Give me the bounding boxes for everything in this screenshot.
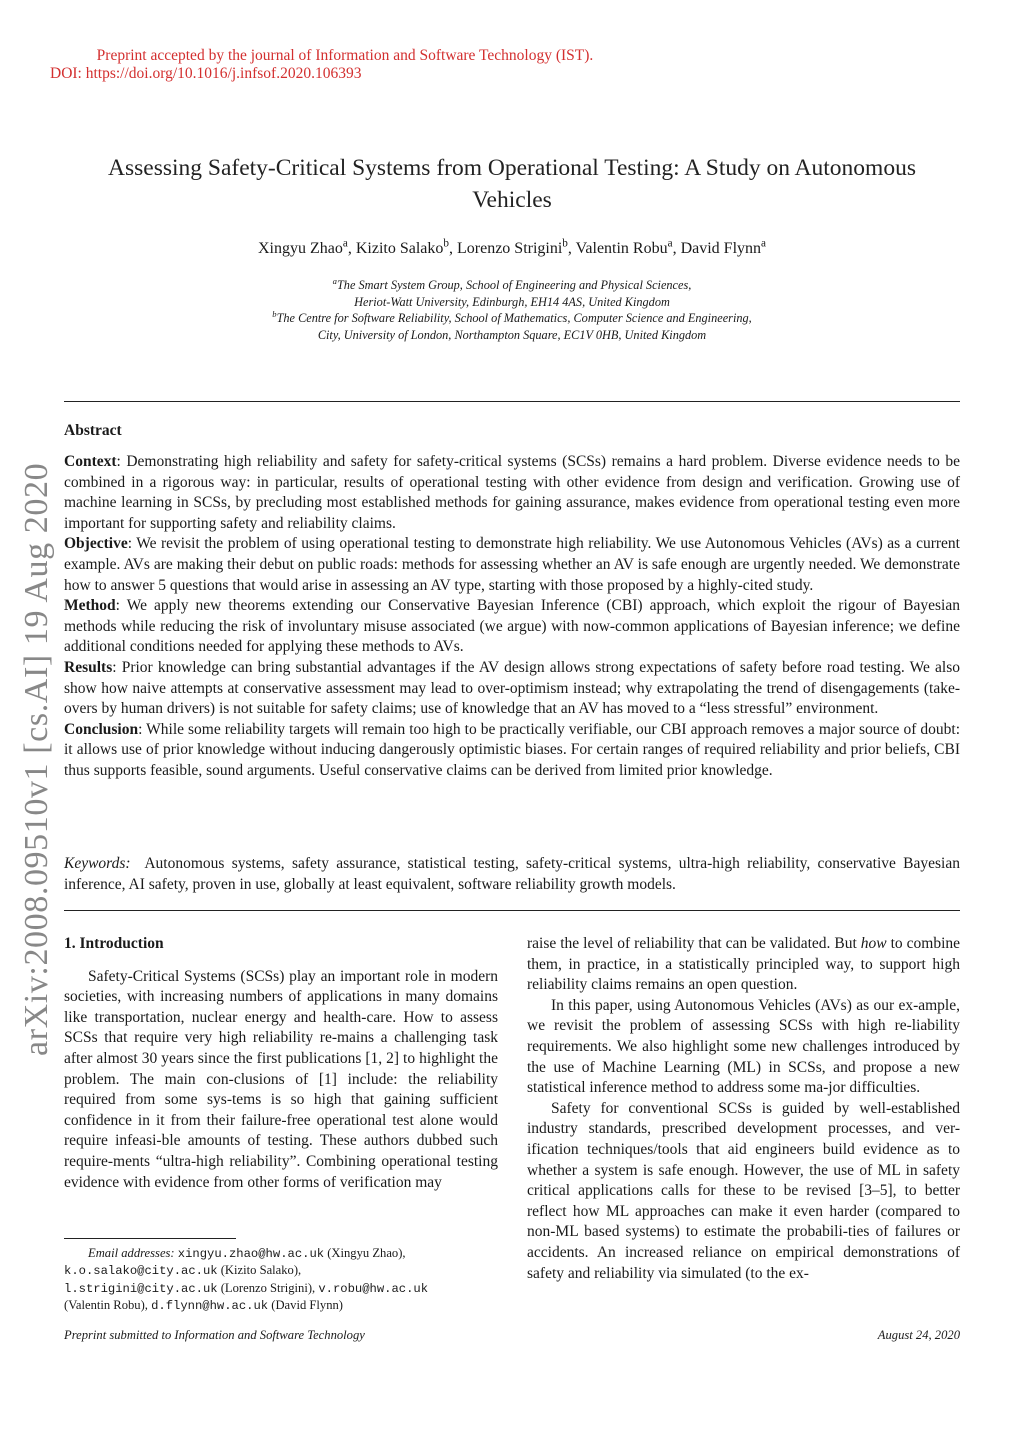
section-text: : We revisit the problem of using operational testing to demonstrate high reliability. We use Autonomous Vehicles (AVs) as a current example. AVs are making their debut on public roads: methods for assessing whether an AV is safe enough are urgently needed. We demonstrate how to answer 5 questions that would arise in assessing an AV type, starting with those proposed by a highly-cited study. bbox=[64, 535, 960, 594]
right-column bbox=[527, 934, 960, 1284]
affil-mark-a: a bbox=[332, 275, 337, 286]
email-owner: (Kizito Salako), bbox=[217, 1263, 302, 1278]
abstract-top-rule bbox=[64, 401, 960, 402]
intro-paragraph-2 bbox=[527, 934, 960, 996]
section-text: : While some reliability targets will remain too high to be practically verifiable, our CBI approach removes a major source of doubt: it allows use of prior knowledge without inducing dangerously optimistic biases. For certain ranges of required reliability and prior beliefs, CBI thus supports feasible, sound arguments. Useful conservative claims can be derived from limited prior knowledge. bbox=[64, 720, 960, 779]
left-column bbox=[64, 934, 498, 1193]
intro-paragraph-3: In this paper, using Autonomous Vehicles (AVs) as our ex-ample, we revisit the problem of assessing SCSs with high re-liability requirements. We also highlight some new challenges introduced by the use of Machine Learning (ML) in SCSs, and propose a new statistical inference method to address some ma-jor difficulties. bbox=[527, 996, 960, 1097]
email-owner: (Lorenzo Strigini), bbox=[217, 1280, 319, 1295]
author-list: Xingyu Zhao$^a$, Kizito Salako$^b$, Lorenzo Strigini$^b$, Valentin Robu$^a$, David Flynn$^a$ bbox=[258, 237, 766, 257]
author-affil-mark: a bbox=[667, 237, 673, 250]
keywords-label: Keywords: bbox=[64, 855, 131, 872]
section-heading-introduction: 1. Introduction bbox=[64, 935, 164, 952]
email-footnote bbox=[64, 1245, 504, 1315]
email-owner: (David Flynn) bbox=[268, 1298, 343, 1313]
email-owner: (Valentin Robu), bbox=[64, 1298, 152, 1313]
affiliations bbox=[64, 277, 960, 343]
affil-a-line1: The Smart System Group, School of Engineering and Physical Sciences, bbox=[336, 278, 692, 292]
abstract-body bbox=[64, 452, 960, 782]
email-link[interactable]: l.strigini@city.ac.uk bbox=[64, 1281, 218, 1296]
abstract-conclusion bbox=[64, 720, 960, 782]
author-name: David Flynn bbox=[680, 240, 762, 257]
doi-link[interactable]: DOI: https://doi.org/10.1016/j.infsof.2020.106393 bbox=[50, 65, 362, 82]
author-name: Kizito Salako bbox=[355, 240, 444, 257]
abstract-context bbox=[64, 452, 960, 534]
paper-title bbox=[64, 152, 960, 216]
footnote-rule bbox=[64, 1238, 236, 1239]
author-name: Lorenzo Strigini bbox=[456, 240, 563, 257]
abstract-bottom-rule bbox=[64, 910, 960, 911]
footer-journal: Preprint submitted to Information and Software Technology bbox=[64, 1328, 365, 1342]
section-text: : We apply new theorems extending our Conservative Bayesian Inference (CBI) approach, which exploit the rigour of Bayesian methods while reducing the risk of involuntary misuse associated (we argue) with now-common applications of Bayesian inference; we define additional conditions needed for applying these methods to AVs. bbox=[64, 597, 960, 656]
affil-b-line1: The Centre for Software Reliability, School of Mathematics, Computer Science and Engineering, bbox=[276, 311, 752, 325]
email-link[interactable]: d.flynn@hw.ac.uk bbox=[151, 1299, 269, 1314]
author-name: Xingyu Zhao bbox=[258, 240, 343, 257]
para-emphasis: how bbox=[860, 935, 887, 952]
keywords bbox=[64, 854, 960, 895]
preprint-note: Preprint accepted by the journal of Information and Software Technology (IST). bbox=[96, 47, 594, 64]
section-label: Objective bbox=[64, 535, 128, 553]
email-link[interactable]: xingyu.zhao@hw.ac.uk bbox=[177, 1247, 325, 1261]
affil-mark-b: b bbox=[272, 308, 277, 319]
section-label: Results bbox=[64, 658, 113, 676]
para-text: raise the level of reliability that can be validated. But bbox=[527, 935, 861, 952]
email-link[interactable]: k.o.salako@city.ac.uk bbox=[64, 1264, 218, 1279]
email-label: Email addresses: bbox=[88, 1246, 175, 1260]
email-link[interactable]: v.robu@hw.ac.uk bbox=[318, 1281, 429, 1296]
footer-date: August 24, 2020 bbox=[877, 1328, 960, 1342]
intro-paragraph-4: Safety for conventional SCSs is guided by well-established industry standards, prescribed development processes, and ver-ification techniques/tools that aid engineers build evidence as to whether a system is safe enough. However, the use of ML in safety critical applications calls for these to be revised [3–5], to better reflect how ML approaches can make it even harder (compared to non-ML based systems) to estimate the probabili-ties of failures or accidents. An increased reliance on empirical demonstrations of safety and reliability via simulated (to the ex- bbox=[527, 1099, 960, 1282]
author-affil-mark: a bbox=[761, 237, 766, 250]
affil-b-line2: City, University of London, Northampton Square, EC1V 0HB, United Kingdom bbox=[317, 327, 707, 342]
author-affil-mark: b bbox=[443, 237, 449, 250]
abstract-method bbox=[64, 596, 960, 658]
arxiv-stamp: arXiv:2008.09510v1 [cs.AI] 19 Aug 2020 bbox=[18, 462, 55, 1056]
section-text: : Demonstrating high reliability and safety for safety-critical systems (SCSs) remains a hard problem. Diverse evidence needs to be combined in a rigorous way: in particular, results of operational testing with other evidence from design and verification. Growing use of machine learning in SCSs, by precluding most established methods for gaining assurance, makes evidence from operational testing even more important for supporting safety and reliability claims. bbox=[64, 453, 960, 532]
abstract-heading: Abstract bbox=[64, 422, 122, 439]
abstract-results bbox=[64, 658, 960, 720]
author-affil-mark: a bbox=[342, 237, 348, 250]
title-line-1: Assessing Safety-Critical Systems from Operational Testing: A Study on Autonomous bbox=[108, 155, 916, 181]
affil-a-line2: Heriot-Watt University, Edinburgh, EH14 4AS, United Kingdom bbox=[354, 294, 670, 309]
keywords-text: Autonomous systems, safety assurance, statistical testing, safety-critical systems, ultra-high reliability, conservative Bayesian inference, AI safety, proven in use, globally at least equivalent, software reliability growth models. bbox=[64, 855, 960, 893]
author-name: Valentin Robu bbox=[575, 240, 668, 257]
section-label: Method bbox=[64, 597, 116, 615]
abstract-objective bbox=[64, 534, 960, 596]
section-text: : Prior knowledge can bring substantial advantages if the AV design allows strong expectations of safety before road testing. We also show how naive attempts at conservative assessment may lead to over-optimism instead; why extrapolating the trend of disengagements (take-overs by human drivers) is not suitable for safety claims; use of knowledge that an AV has moved to a “less stressful” environment. bbox=[64, 658, 960, 718]
intro-paragraph-1: Safety-Critical Systems (SCSs) play an important role in modern societies, with increasing numbers of applications in many domains like transportation, nuclear energy and health-care. How to assess SCSs that require very high reliability re-mains a challenging task after almost 30 years since the first publications [1, 2] to highlight the problem. The main con-clusions of [1] include: the reliability required from some sys-tems is so high that gaining sufficient confidence in it from their failure-free operational test alone would require infeasi-ble amounts of testing. These authors dubbed such require-ments “ultra-high reliability”. Combining operational testing evidence with evidence from other forms of verification may bbox=[64, 967, 498, 1191]
section-label: Context bbox=[64, 453, 117, 470]
section-label: Conclusion bbox=[64, 720, 139, 738]
para-text: to combine them, in practice, in a statistically principled way, to support high reliability claims remains an open question. bbox=[527, 935, 960, 994]
title-line-2: Vehicles bbox=[472, 187, 552, 213]
author-affil-mark: b bbox=[562, 237, 568, 250]
email-owner: (Xingyu Zhao), bbox=[324, 1246, 406, 1260]
